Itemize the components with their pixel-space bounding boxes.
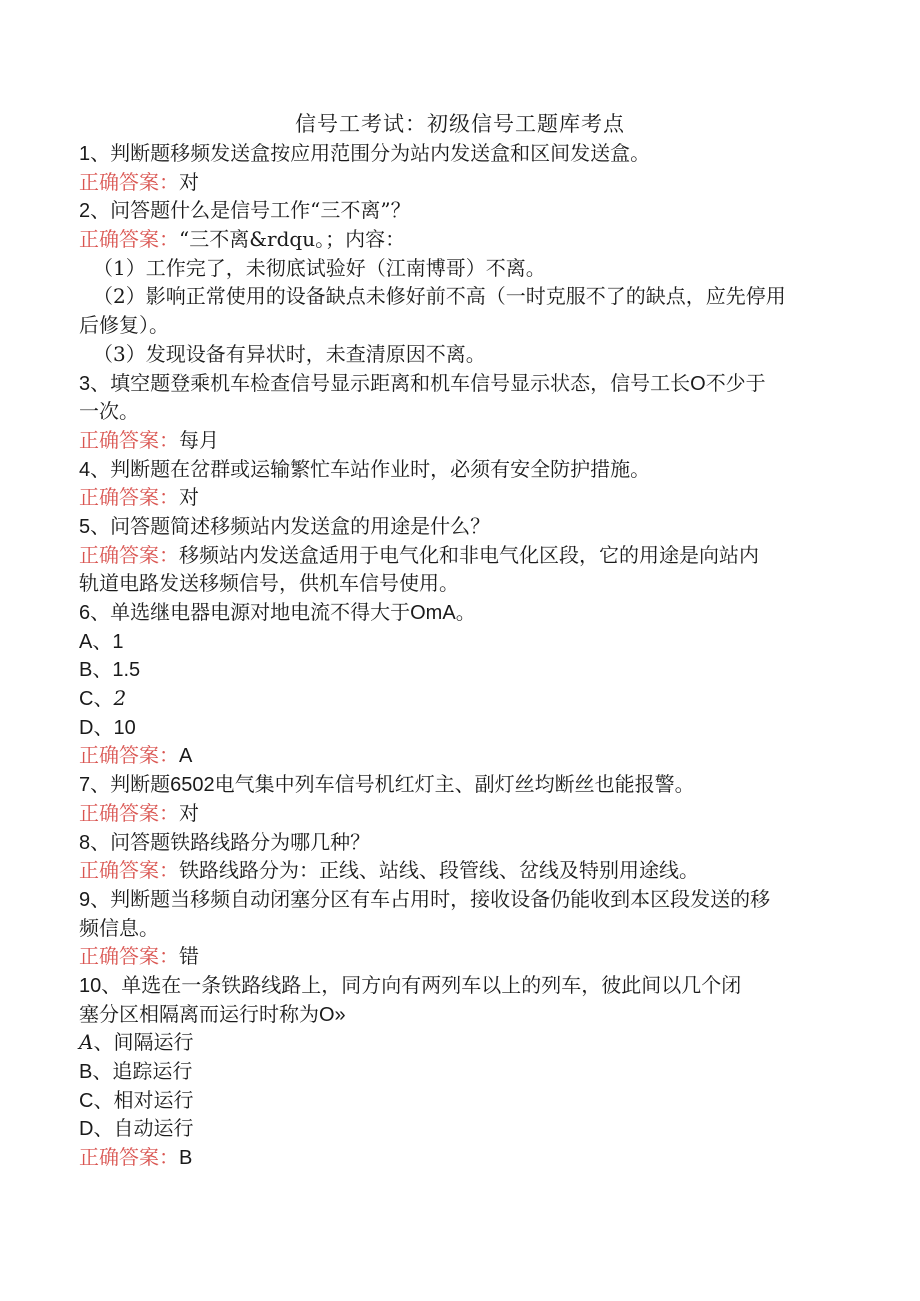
option-10-a bbox=[79, 1028, 839, 1057]
answer-value: 对 bbox=[179, 169, 199, 194]
question-number: 9 bbox=[79, 888, 91, 911]
answer-5-cont bbox=[79, 569, 839, 598]
question-text: 频信息。 bbox=[79, 915, 159, 940]
question-1 bbox=[79, 139, 839, 168]
question-text: 、判断题移频发送盒按应用范围分为站内发送盒和区间发送盒。 bbox=[90, 141, 651, 165]
item-number: （2） bbox=[93, 284, 146, 309]
answer-value: A bbox=[179, 745, 193, 768]
answer-2-item-1 bbox=[79, 254, 839, 283]
option-sep: 、 bbox=[93, 1116, 114, 1141]
question-10-cont bbox=[79, 1000, 839, 1029]
question-3 bbox=[79, 369, 839, 398]
item-text: 工作完了，未彻底试验好（江南博哥）不离。 bbox=[145, 255, 546, 280]
question-text: 、填空题登乘机车检查信号显示距离和机车信号显示状态，信号工长 bbox=[90, 370, 691, 395]
answer-value: B bbox=[179, 1147, 193, 1170]
question-number: 7 bbox=[79, 774, 91, 797]
answer-3 bbox=[79, 426, 839, 455]
answer-value: 对 bbox=[179, 485, 199, 510]
question-5 bbox=[79, 512, 839, 541]
answer-label: 正确答案： bbox=[79, 944, 179, 969]
item-text: 后修复）。 bbox=[79, 313, 169, 338]
option-6-d bbox=[79, 713, 839, 742]
question-9 bbox=[79, 885, 839, 914]
question-text: 、问答题铁路线路分为哪几种？ bbox=[90, 829, 371, 854]
question-4 bbox=[79, 455, 839, 484]
question-list bbox=[79, 139, 839, 1172]
option-sep: 、 bbox=[92, 1059, 113, 1083]
option-value: 间隔运行 bbox=[113, 1030, 194, 1055]
option-6-b bbox=[79, 655, 839, 684]
question-text: 塞分区相隔离而运行时称为 bbox=[79, 1001, 319, 1026]
option-value: 自动运行 bbox=[113, 1116, 194, 1141]
answer-label: 正确答案： bbox=[79, 1145, 179, 1170]
option-sep: 、 bbox=[93, 1087, 114, 1112]
answer-2 bbox=[79, 225, 839, 254]
question-text: 、单选继电器电源对地电流不得大于 bbox=[90, 600, 411, 624]
question-text: 、问答题简述移频站内发送盒的用途是什么？ bbox=[90, 513, 491, 538]
answer-label: 正确答案： bbox=[79, 858, 179, 883]
option-sep: 、 bbox=[93, 1030, 114, 1055]
option-value: 1 bbox=[112, 630, 124, 653]
answer-2-item-2-cont bbox=[79, 311, 839, 340]
question-text: 、判断题 bbox=[90, 772, 171, 797]
answer-label: 正确答案： bbox=[79, 427, 179, 452]
option-6-a bbox=[79, 627, 839, 656]
answer-label: 正确答案： bbox=[79, 542, 179, 567]
answer-label: 正确答案： bbox=[79, 169, 179, 194]
answer-value: 轨道电路发送移频信号，供机车信号使用。 bbox=[79, 571, 459, 596]
answer-10 bbox=[79, 1143, 839, 1172]
item-number: （1） bbox=[93, 255, 146, 280]
option-value: 追踪运行 bbox=[112, 1059, 193, 1083]
option-letter: D bbox=[79, 716, 94, 739]
option-sep: 、 bbox=[93, 714, 114, 739]
answer-2-item-2 bbox=[79, 282, 839, 311]
answer-value: 铁路线路分为：正线、站线、段管线、岔线及特别用途线。 bbox=[179, 858, 699, 883]
question-9-cont bbox=[79, 914, 839, 943]
answer-9 bbox=[79, 942, 839, 971]
question-number: 4 bbox=[79, 458, 91, 481]
question-number: 5 bbox=[79, 515, 91, 538]
answer-value: “三不离&rdqu。；内容： bbox=[179, 227, 406, 252]
answer-5 bbox=[79, 541, 839, 570]
question-2 bbox=[79, 196, 839, 225]
option-letter: C bbox=[79, 688, 94, 711]
question-text: 一次。 bbox=[79, 399, 139, 424]
option-letter: A bbox=[79, 630, 93, 653]
option-6-c bbox=[79, 684, 839, 713]
question-code: 6502 bbox=[170, 774, 215, 797]
answer-1 bbox=[79, 168, 839, 197]
answer-8 bbox=[79, 856, 839, 885]
question-text-end: 。 bbox=[455, 600, 476, 624]
answer-value: 对 bbox=[179, 800, 199, 825]
question-number: 10 bbox=[79, 974, 102, 997]
item-number: （3） bbox=[93, 341, 146, 366]
option-value: 2 bbox=[113, 686, 127, 711]
option-10-b bbox=[79, 1057, 839, 1086]
question-unit: OmA bbox=[410, 602, 456, 624]
question-blank: O» bbox=[319, 1003, 346, 1026]
option-letter: B bbox=[79, 1061, 93, 1083]
option-10-d bbox=[79, 1114, 839, 1143]
option-sep: 、 bbox=[92, 628, 113, 653]
option-letter: D bbox=[79, 1118, 94, 1141]
question-7 bbox=[79, 770, 839, 799]
question-blank: O bbox=[690, 372, 706, 395]
answer-label: 正确答案： bbox=[79, 743, 179, 768]
answer-4 bbox=[79, 483, 839, 512]
question-text-end: 不少于 bbox=[705, 370, 766, 395]
question-6 bbox=[79, 598, 839, 627]
option-sep: 、 bbox=[92, 657, 113, 682]
option-value: 相对运行 bbox=[113, 1087, 194, 1112]
answer-6 bbox=[79, 741, 839, 770]
answer-7 bbox=[79, 799, 839, 828]
option-sep: 、 bbox=[93, 686, 114, 711]
item-text: 影响正常使用的设备缺点未修好前不高（一时克服不了的缺点，应先停用 bbox=[145, 284, 786, 309]
question-text-rest: 电气集中列车信号机红灯主、副灯丝均断丝也能报警。 bbox=[214, 772, 695, 797]
question-number: 1 bbox=[79, 143, 91, 165]
question-10 bbox=[79, 971, 839, 1000]
answer-label: 正确答案： bbox=[79, 485, 179, 510]
answer-value: 错 bbox=[179, 944, 199, 969]
question-text: 、判断题在岔群或运输繁忙车站作业时，必须有安全防护措施。 bbox=[90, 456, 651, 481]
question-text: 、判断题当移频自动闭塞分区有车占用时，接收设备仍能收到本区段发送的移 bbox=[90, 886, 771, 911]
question-number: 3 bbox=[79, 372, 91, 395]
question-number: 6 bbox=[79, 602, 91, 624]
question-number: 8 bbox=[79, 831, 91, 854]
option-letter: B bbox=[79, 659, 93, 682]
answer-value: 每月 bbox=[179, 427, 219, 452]
option-letter: A bbox=[79, 1030, 94, 1055]
option-10-c bbox=[79, 1086, 839, 1115]
question-number: 2 bbox=[79, 200, 91, 223]
option-value: 10 bbox=[113, 716, 136, 739]
question-text: 、问答题什么是信号工作“三不离”？ bbox=[90, 198, 411, 223]
question-3-cont bbox=[79, 397, 839, 426]
answer-value: 移频站内发送盒适用于电气化和非电气化区段，它的用途是向站内 bbox=[179, 542, 759, 567]
answer-label: 正确答案： bbox=[79, 227, 179, 252]
answer-2-item-3 bbox=[79, 340, 839, 369]
option-letter: C bbox=[79, 1089, 94, 1112]
answer-label: 正确答案： bbox=[79, 800, 179, 825]
option-value: 1.5 bbox=[112, 659, 141, 682]
question-text: 、单选在一条铁路线路上，同方向有两列车以上的列车，彼此间以几个闭 bbox=[101, 972, 742, 997]
question-8 bbox=[79, 828, 839, 857]
document-title: 信号工考试：初级信号工题库考点 bbox=[295, 112, 625, 136]
item-text: 发现设备有异状时，未查清原因不离。 bbox=[145, 341, 486, 366]
